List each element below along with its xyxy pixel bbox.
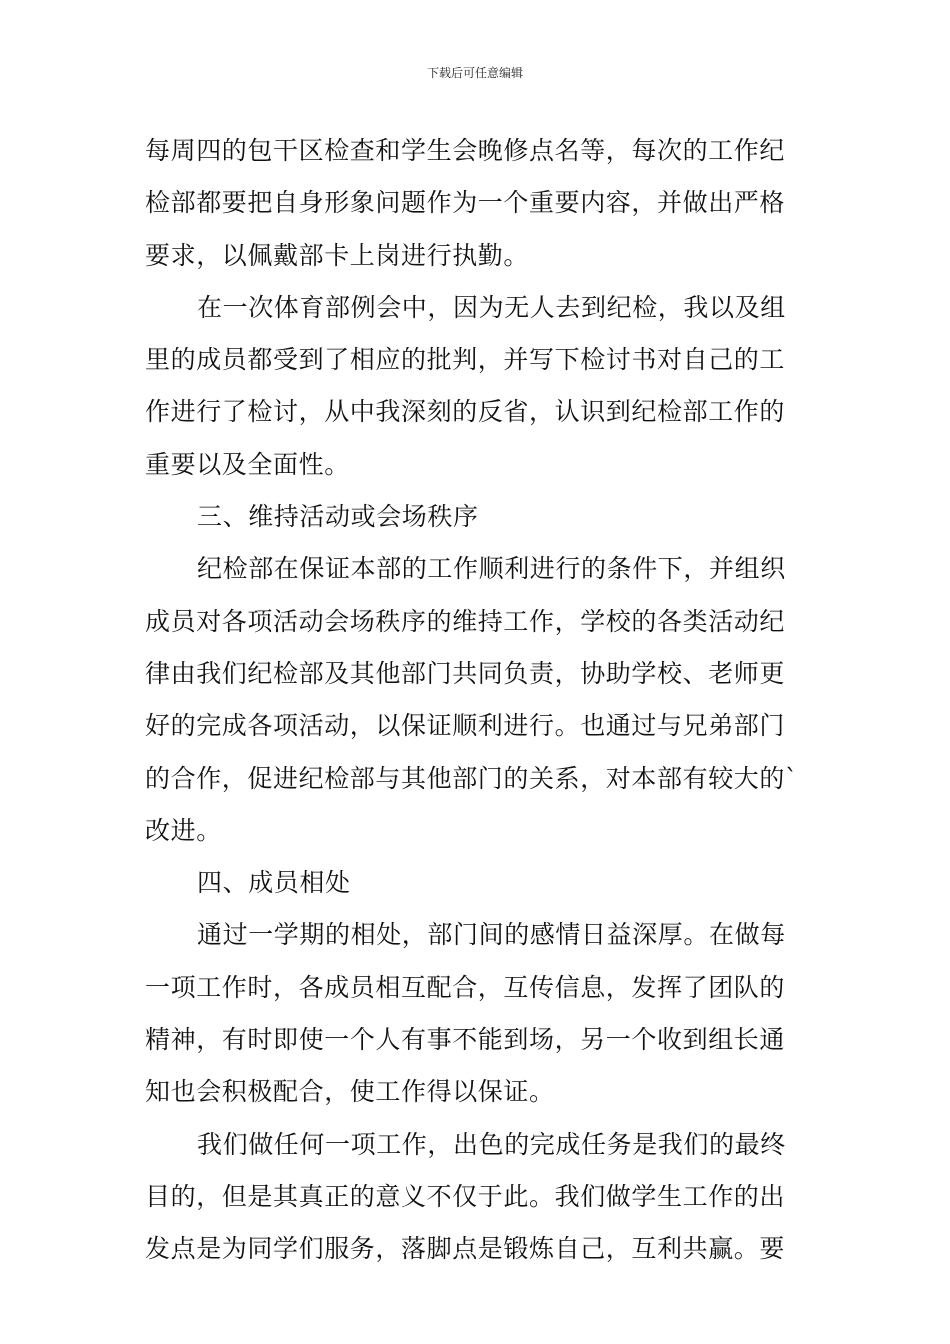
text-line: 改进。: [145, 815, 222, 845]
text-line: 目的，但是其真正的意义不仅于此。我们做学生工作的出: [145, 1181, 786, 1211]
text-line: 在一次体育部例会中，因为无人去到纪检，我以及组: [197, 292, 786, 322]
text-line: 检部都要把自身形象问题作为一个重要内容，并做出严格: [145, 188, 786, 218]
section-heading: 三、维持活动或会场秩序: [197, 502, 479, 532]
page-header: 下载后可任意编辑: [426, 66, 523, 80]
text-line: 我们做任何一项工作，出色的完成任务是我们的最终: [197, 1129, 786, 1159]
text-line: 精神，有时即使一个人有事不能到场，另一个收到组长通: [145, 1025, 786, 1055]
text-line: 里的成员都受到了相应的批判，并写下检讨书对自己的工: [145, 345, 786, 375]
document-body: [145, 125, 810, 1276]
text-line: 的合作，促进纪检部与其他部门的关系，对本部有较大的`: [145, 763, 799, 793]
text-line: 一项工作时，各成员相互配合，互传信息，发挥了团队的: [145, 972, 786, 1002]
text-line: 好的完成各项活动，以保证顺利进行。也通过与兄弟部门: [145, 711, 786, 741]
text-line: 成员对各项活动会场秩序的维持工作，学校的各类活动纪: [145, 606, 786, 636]
text-line: 重要以及全面性。: [145, 449, 350, 479]
text-line: 知也会积极配合，使工作得以保证。: [145, 1077, 555, 1107]
text-line: 要求，以佩戴部卡上岗进行执勤。: [145, 240, 530, 270]
text-line: 作进行了检讨，从中我深刻的反省，认识到纪检部工作的: [145, 397, 786, 427]
section-heading: 四、成员相处: [197, 868, 351, 898]
text-line: 通过一学期的相处，部门间的感情日益深厚。在做每: [197, 920, 786, 950]
text-line: 发点是为同学们服务，落脚点是锻炼自己，互利共赢。要: [145, 1234, 786, 1264]
text-line: 每周四的包干区检查和学生会晚修点名等，每次的工作纪: [145, 136, 786, 165]
text-line: 纪检部在保证本部的工作顺利进行的条件下，并组织: [197, 554, 786, 584]
text-line: 律由我们纪检部及其他部门共同负责，协助学校、老师更: [145, 658, 786, 688]
